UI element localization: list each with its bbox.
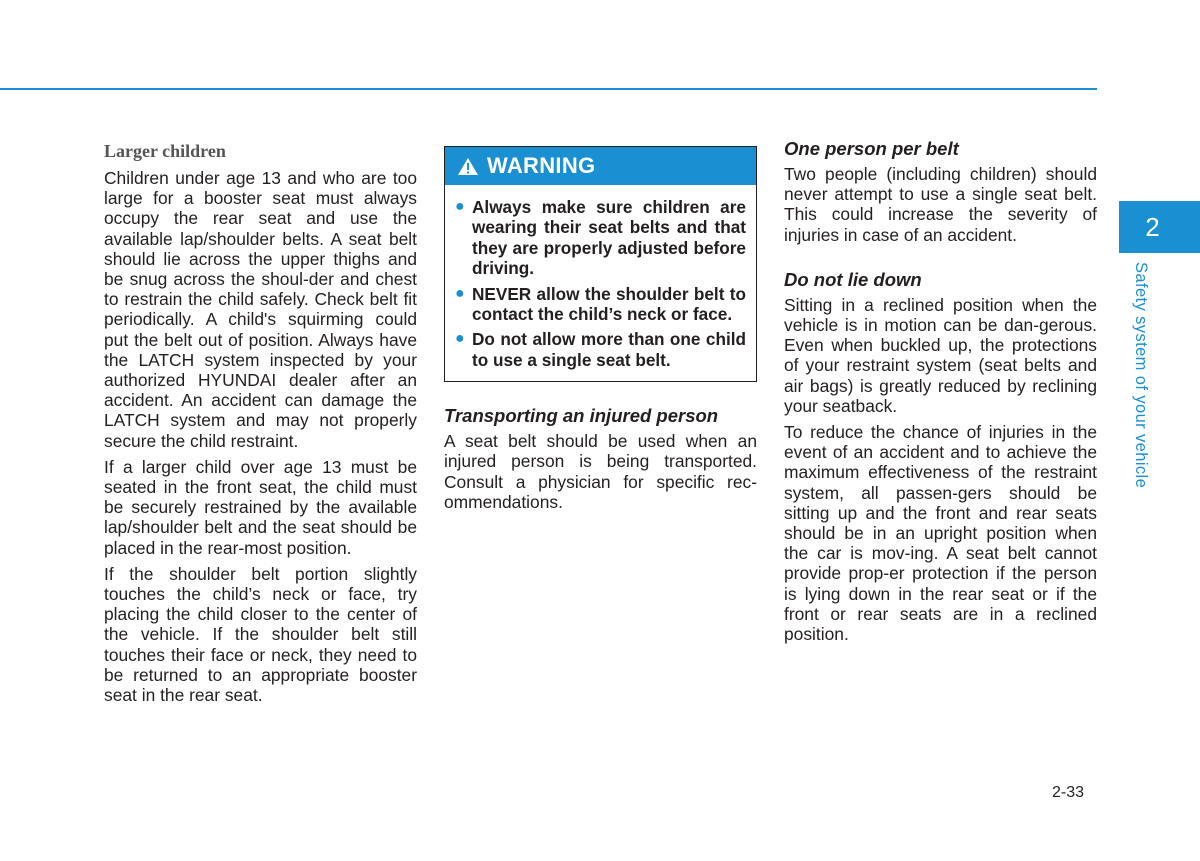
warning-body xyxy=(445,185,756,381)
chapter-tab xyxy=(1119,201,1200,253)
larger-children-paragraph-3: If the shoulder belt portion slightly touches the child’s neck or face, try placing the child closer to the center of the vehicle. If the shoulder belt still touches their face or neck, they need to be returned to an appropriate booster seat in the rear seat. xyxy=(104,563,417,706)
warning-item xyxy=(455,329,746,370)
do-not-lie-heading: Do not lie down xyxy=(784,268,922,290)
larger-children-paragraph-1: Children under age 13 and who are too large for a booster seat must always occupy the rear seat and use the available lap/shoulder belts. A seat belt should lie across the upper thighs and be snug across the shoul-der and chest to restrain the child safely. Check belt fit periodically. A child's squirming could put the belt out of position. Always have the LATCH system inspected by your authorized HYUNDAI dealer after an accident. An accident can damage the LATCH system and may not properly secure the child restraint. xyxy=(104,168,417,451)
right-column xyxy=(784,138,1097,650)
chapter-number: 2 xyxy=(1145,211,1160,242)
one-person-paragraph: Two people (including children) should never attempt to use a single seat belt. This could increase the severity of injuries in case of an accident. xyxy=(784,164,1097,245)
chapter-title: Safety system of your vehicle xyxy=(1132,262,1150,489)
larger-children-paragraph-2: If a larger child over age 13 must be seated in the front seat, the child must be securely restrained by the available lap/shoulder belt and the seat should be placed in the rear-most position. xyxy=(104,456,417,558)
warning-item xyxy=(455,284,746,325)
bullet-icon: ● xyxy=(455,330,465,348)
bullet-icon: ● xyxy=(455,198,465,215)
warning-triangle-icon xyxy=(457,157,479,176)
top-rule xyxy=(0,88,1097,90)
warning-header xyxy=(445,147,756,185)
page-number: 2-33 xyxy=(1052,784,1085,801)
warning-item-text: Do not allow more than one child to use a single seat belt. xyxy=(472,329,746,370)
warning-box xyxy=(444,146,757,382)
warning-title: WARNING xyxy=(487,153,596,178)
larger-children-heading: Larger children xyxy=(104,141,226,161)
do-not-lie-paragraph-2: To reduce the chance of injuries in the event of an accident and to achieve the maximum effectiveness of the restraint system, all passen-gers should be sitting up and the front and rear seats should be in an upright position when the car is mov-ing. A seat belt cannot provide prop-er protection if the person is lying down in the rear seat or if the front or rear seats are in a reclined position. xyxy=(784,422,1097,645)
transporting-paragraph: A seat belt should be used when an injured person is being transported. Consult a physician for specific rec-ommendations. xyxy=(444,431,757,512)
warning-item-text: NEVER allow the shoulder belt to contact the child’s neck or face. xyxy=(472,283,746,325)
bullet-icon: ● xyxy=(455,284,465,302)
transporting-heading: Transporting an injured person xyxy=(444,405,719,427)
warning-item-text: Always make sure children are wearing their seat belts and that they are properly adjusted before driving. xyxy=(472,197,746,279)
left-column xyxy=(104,138,417,711)
warning-item xyxy=(455,197,746,279)
do-not-lie-paragraph-1: Sitting in a reclined position when the vehicle is in motion can be dan-gerous. Even when buckled up, the protections of your restraint system (seat belts and air bags) is greatly reduced by reclining your seatback. xyxy=(784,294,1097,416)
middle-column xyxy=(444,141,757,518)
one-person-heading: One person per belt xyxy=(784,138,959,159)
